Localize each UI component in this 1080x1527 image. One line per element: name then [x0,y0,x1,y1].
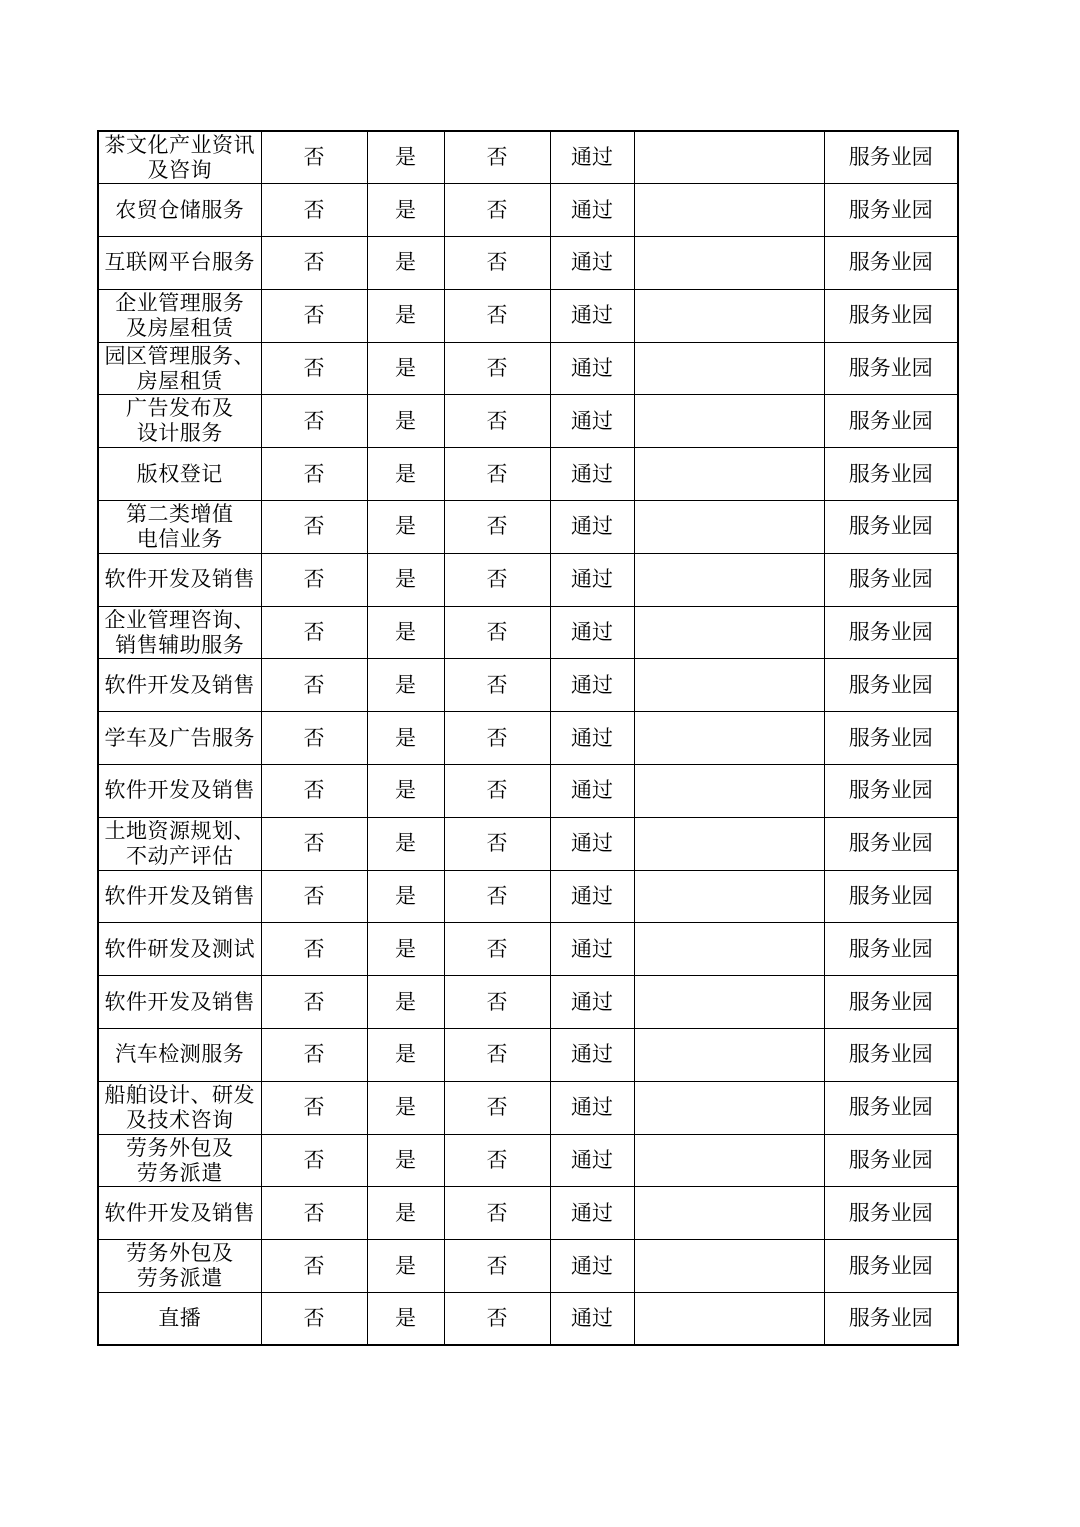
business-scope-cell: 互联网平台服务 [98,237,261,290]
business-scope-cell: 船舶设计、研发 及技术咨询 [98,1081,261,1134]
flag-cell-1: 否 [261,1029,367,1082]
flag-cell-2: 是 [367,448,444,501]
table-row [98,395,958,448]
flag-cell-3: 否 [444,553,550,606]
flag-cell-2: 是 [367,659,444,712]
business-scope-cell: 农贸仓储服务 [98,184,261,237]
business-scope-cell: 园区管理服务、 房屋租赁 [98,342,261,395]
flag-cell-1: 否 [261,184,367,237]
review-status-cell: 通过 [550,553,634,606]
remarks-cell [634,553,824,606]
review-status-cell: 通过 [550,817,634,870]
business-scope-cell: 劳务外包及 劳务派遣 [98,1240,261,1293]
park-category-cell: 服务业园 [824,1240,958,1293]
table-row [98,659,958,712]
park-category-cell: 服务业园 [824,1081,958,1134]
flag-cell-2: 是 [367,712,444,765]
flag-cell-1: 否 [261,289,367,342]
review-status-cell: 通过 [550,289,634,342]
flag-cell-1: 否 [261,976,367,1029]
flag-cell-2: 是 [367,870,444,923]
table-row [98,870,958,923]
flag-cell-1: 否 [261,1240,367,1293]
table-row [98,606,958,659]
review-status-cell: 通过 [550,659,634,712]
table-row [98,1029,958,1082]
review-status-cell: 通过 [550,976,634,1029]
table-row [98,237,958,290]
remarks-cell [634,606,824,659]
remarks-cell [634,448,824,501]
flag-cell-2: 是 [367,553,444,606]
flag-cell-3: 否 [444,870,550,923]
flag-cell-1: 否 [261,817,367,870]
flag-cell-3: 否 [444,1240,550,1293]
flag-cell-1: 否 [261,712,367,765]
review-status-cell: 通过 [550,342,634,395]
flag-cell-2: 是 [367,1081,444,1134]
remarks-cell [634,237,824,290]
flag-cell-2: 是 [367,1187,444,1240]
business-scope-cell: 土地资源规划、 不动产评估 [98,817,261,870]
business-scope-cell: 直播 [98,1293,261,1346]
park-category-cell: 服务业园 [824,817,958,870]
flag-cell-2: 是 [367,289,444,342]
remarks-cell [634,765,824,818]
business-scope-cell: 软件开发及销售 [98,765,261,818]
flag-cell-1: 否 [261,1081,367,1134]
flag-cell-3: 否 [444,659,550,712]
park-category-cell: 服务业园 [824,976,958,1029]
park-category-cell: 服务业园 [824,342,958,395]
business-scope-cell: 软件开发及销售 [98,1187,261,1240]
remarks-cell [634,1293,824,1346]
flag-cell-2: 是 [367,501,444,554]
table-body [98,131,958,1345]
review-status-cell: 通过 [550,1081,634,1134]
business-scope-cell: 劳务外包及 劳务派遣 [98,1134,261,1187]
business-scope-cell: 茶文化产业资讯 及咨询 [98,131,261,184]
flag-cell-1: 否 [261,448,367,501]
review-status-cell: 通过 [550,131,634,184]
table-row [98,448,958,501]
park-category-cell: 服务业园 [824,553,958,606]
flag-cell-3: 否 [444,448,550,501]
review-status-cell: 通过 [550,184,634,237]
table-row [98,1081,958,1134]
remarks-cell [634,1240,824,1293]
flag-cell-3: 否 [444,765,550,818]
business-scope-cell: 学车及广告服务 [98,712,261,765]
review-status-cell: 通过 [550,1187,634,1240]
business-scope-cell: 第二类增值 电信业务 [98,501,261,554]
review-status-cell: 通过 [550,1293,634,1346]
park-category-cell: 服务业园 [824,1029,958,1082]
business-scope-cell: 广告发布及 设计服务 [98,395,261,448]
flag-cell-2: 是 [367,606,444,659]
flag-cell-2: 是 [367,817,444,870]
flag-cell-2: 是 [367,1134,444,1187]
remarks-cell [634,501,824,554]
review-status-cell: 通过 [550,501,634,554]
flag-cell-1: 否 [261,237,367,290]
table-row [98,1187,958,1240]
review-status-cell: 通过 [550,448,634,501]
flag-cell-2: 是 [367,1240,444,1293]
remarks-cell [634,817,824,870]
business-scope-cell: 软件开发及销售 [98,553,261,606]
remarks-cell [634,659,824,712]
table-row [98,765,958,818]
park-category-cell: 服务业园 [824,448,958,501]
table-row [98,184,958,237]
remarks-cell [634,923,824,976]
park-category-cell: 服务业园 [824,712,958,765]
flag-cell-1: 否 [261,659,367,712]
park-category-cell: 服务业园 [824,395,958,448]
remarks-cell [634,976,824,1029]
review-status-cell: 通过 [550,1134,634,1187]
remarks-cell [634,289,824,342]
park-category-cell: 服务业园 [824,237,958,290]
flag-cell-1: 否 [261,553,367,606]
flag-cell-2: 是 [367,765,444,818]
remarks-cell [634,131,824,184]
flag-cell-2: 是 [367,976,444,1029]
flag-cell-3: 否 [444,923,550,976]
park-category-cell: 服务业园 [824,1187,958,1240]
table-row [98,553,958,606]
flag-cell-2: 是 [367,131,444,184]
review-status-cell: 通过 [550,237,634,290]
flag-cell-3: 否 [444,395,550,448]
flag-cell-2: 是 [367,237,444,290]
review-status-cell: 通过 [550,765,634,818]
park-category-cell: 服务业园 [824,659,958,712]
park-category-cell: 服务业园 [824,131,958,184]
flag-cell-1: 否 [261,765,367,818]
business-scope-cell: 软件开发及销售 [98,976,261,1029]
business-scope-cell: 软件开发及销售 [98,870,261,923]
flag-cell-1: 否 [261,342,367,395]
remarks-cell [634,870,824,923]
table-row [98,976,958,1029]
park-category-cell: 服务业园 [824,289,958,342]
flag-cell-3: 否 [444,342,550,395]
flag-cell-3: 否 [444,1134,550,1187]
business-scope-cell: 企业管理服务 及房屋租赁 [98,289,261,342]
flag-cell-1: 否 [261,1134,367,1187]
review-status-cell: 通过 [550,1029,634,1082]
remarks-cell [634,1134,824,1187]
table-row [98,1293,958,1346]
flag-cell-1: 否 [261,501,367,554]
business-scope-cell: 汽车检测服务 [98,1029,261,1082]
data-table [97,130,959,1346]
flag-cell-1: 否 [261,1187,367,1240]
table-row [98,342,958,395]
business-scope-cell: 版权登记 [98,448,261,501]
table-row [98,1134,958,1187]
park-category-cell: 服务业园 [824,870,958,923]
remarks-cell [634,395,824,448]
flag-cell-3: 否 [444,1187,550,1240]
review-status-cell: 通过 [550,923,634,976]
flag-cell-3: 否 [444,1081,550,1134]
flag-cell-1: 否 [261,870,367,923]
flag-cell-1: 否 [261,923,367,976]
flag-cell-1: 否 [261,606,367,659]
flag-cell-2: 是 [367,1029,444,1082]
park-category-cell: 服务业园 [824,1293,958,1346]
flag-cell-3: 否 [444,237,550,290]
park-category-cell: 服务业园 [824,184,958,237]
flag-cell-3: 否 [444,606,550,659]
flag-cell-3: 否 [444,976,550,1029]
park-category-cell: 服务业园 [824,501,958,554]
table-row [98,131,958,184]
flag-cell-3: 否 [444,289,550,342]
park-category-cell: 服务业园 [824,1134,958,1187]
park-category-cell: 服务业园 [824,606,958,659]
park-category-cell: 服务业园 [824,765,958,818]
table-row [98,289,958,342]
table-row [98,501,958,554]
flag-cell-3: 否 [444,1029,550,1082]
flag-cell-3: 否 [444,712,550,765]
remarks-cell [634,184,824,237]
flag-cell-2: 是 [367,342,444,395]
flag-cell-2: 是 [367,1293,444,1346]
park-category-cell: 服务业园 [824,923,958,976]
flag-cell-3: 否 [444,184,550,237]
review-status-cell: 通过 [550,870,634,923]
flag-cell-1: 否 [261,131,367,184]
remarks-cell [634,712,824,765]
business-scope-cell: 软件开发及销售 [98,659,261,712]
remarks-cell [634,1081,824,1134]
table-row [98,1240,958,1293]
remarks-cell [634,1029,824,1082]
review-status-cell: 通过 [550,712,634,765]
flag-cell-1: 否 [261,395,367,448]
table-row [98,817,958,870]
flag-cell-1: 否 [261,1293,367,1346]
flag-cell-2: 是 [367,395,444,448]
flag-cell-2: 是 [367,923,444,976]
flag-cell-3: 否 [444,1293,550,1346]
flag-cell-2: 是 [367,184,444,237]
remarks-cell [634,342,824,395]
flag-cell-3: 否 [444,131,550,184]
table-row [98,712,958,765]
review-status-cell: 通过 [550,606,634,659]
business-scope-cell: 企业管理咨询、 销售辅助服务 [98,606,261,659]
remarks-cell [634,1187,824,1240]
review-status-cell: 通过 [550,395,634,448]
flag-cell-3: 否 [444,817,550,870]
table-row [98,923,958,976]
business-scope-cell: 软件研发及测试 [98,923,261,976]
review-status-cell: 通过 [550,1240,634,1293]
flag-cell-3: 否 [444,501,550,554]
